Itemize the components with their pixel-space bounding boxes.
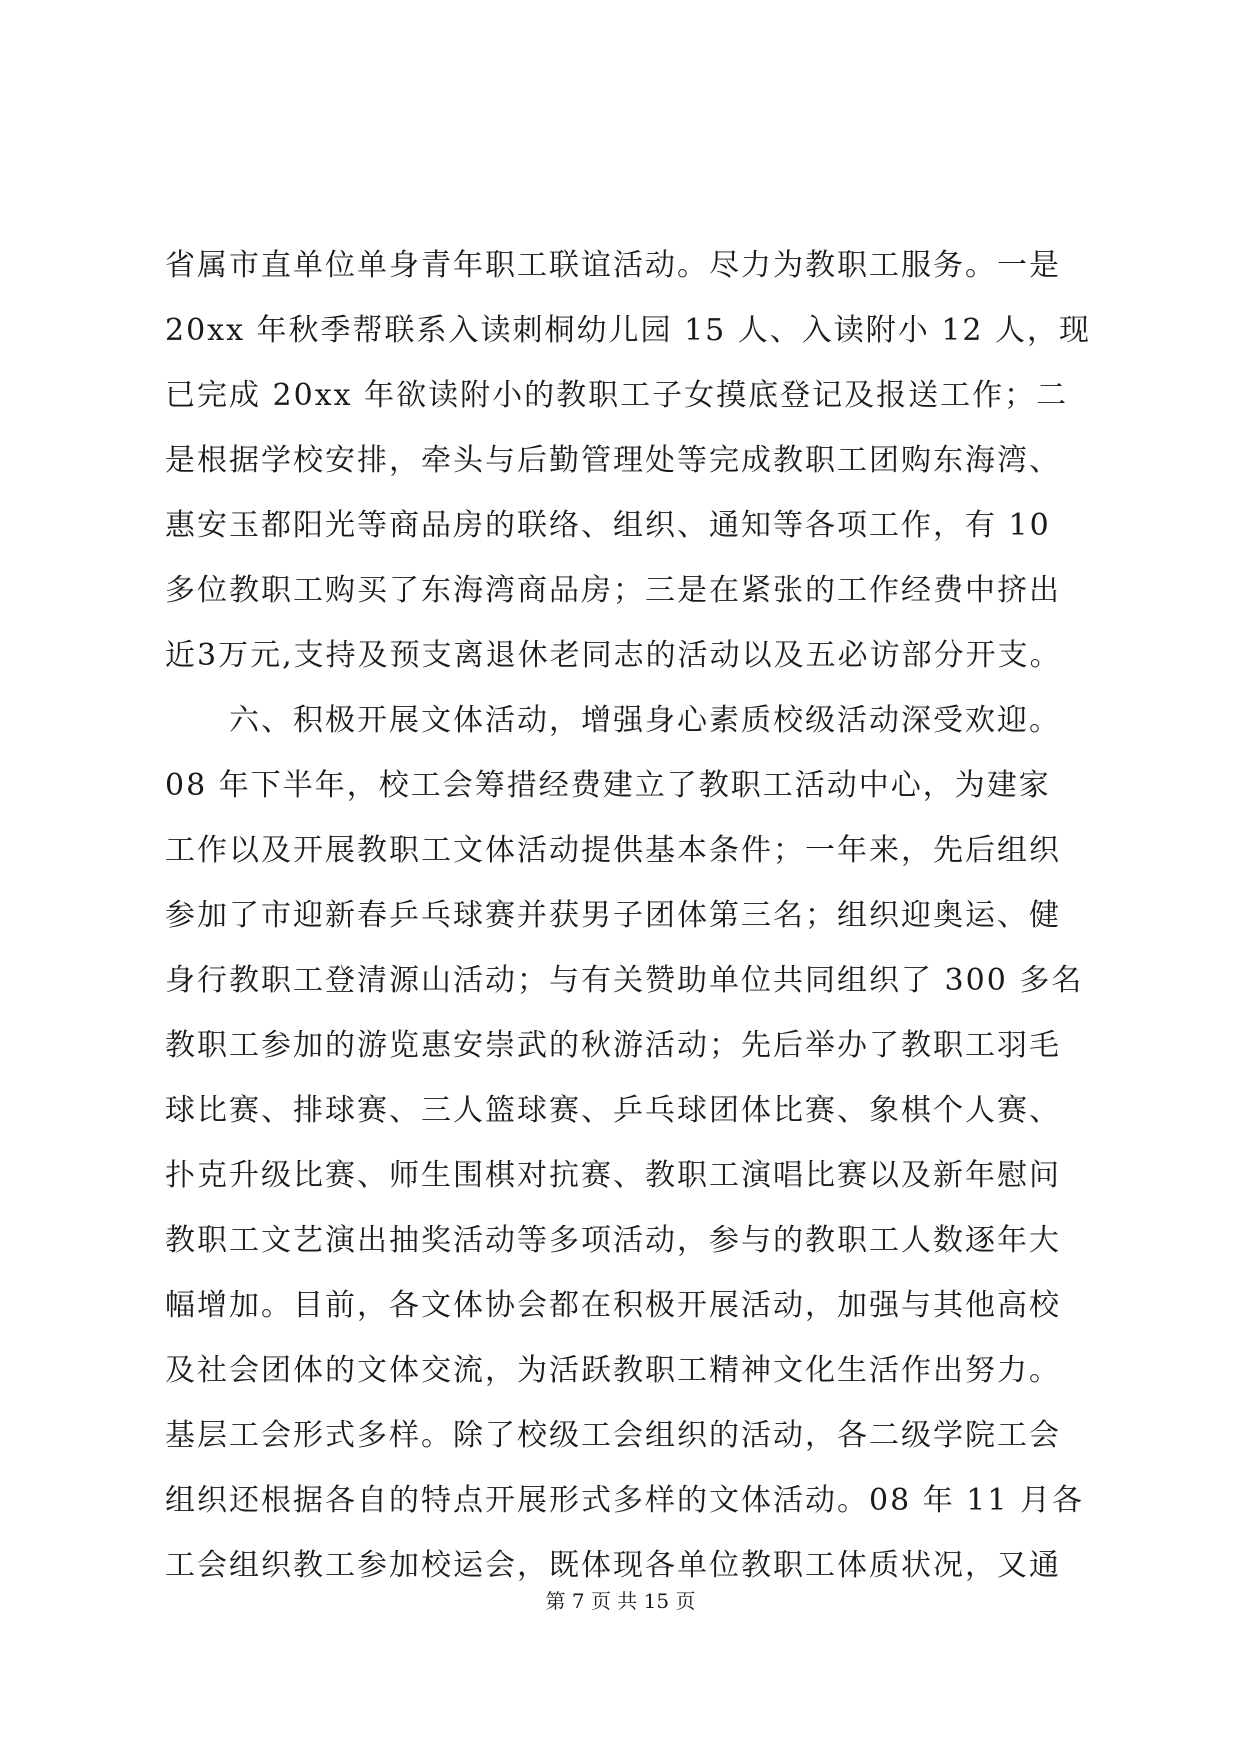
text-line: 教职工文艺演出抽奖活动等多项活动，参与的教职工人数逐年大 [165, 1223, 1061, 1258]
text-line: 省属市直单位单身青年职工联谊活动。尽力为教职工服务。一是 [165, 248, 1061, 283]
body-text [165, 233, 1095, 1598]
text-line: 已完成 20xx 年欲读附小的教职工子女摸底登记及报送工作；二 [165, 378, 1069, 413]
text-line: 及社会团体的文体交流，为活跃教职工精神文化生活作出努力。 [165, 1353, 1061, 1388]
text-line: 身行教职工登清源山活动；与有关赞助单位共同组织了 300 多名 [165, 963, 1084, 998]
text-line: 惠安玉都阳光等商品房的联络、组织、通知等各项工作，有 10 [165, 508, 1051, 543]
text-line: 参加了市迎新春乒乓球赛并获男子团体第三名；组织迎奥运、健 [165, 898, 1061, 933]
text-line: 多位教职工购买了东海湾商品房；三是在紧张的工作经费中挤出 [165, 573, 1061, 608]
text-line: 20xx 年秋季帮联系入读刺桐幼儿园 15 人、入读附小 12 人，现 [165, 313, 1092, 348]
text-line: 基层工会形式多样。除了校级工会组织的活动，各二级学院工会 [165, 1418, 1061, 1453]
text-line: 近3万元,支持及预支离退休老同志的活动以及五必访部分开支。 [165, 638, 1062, 673]
text-line: 幅增加。目前，各文体协会都在积极开展活动，加强与其他高校 [165, 1288, 1061, 1323]
page-number-footer: 第 7 页 共 15 页 [545, 1589, 696, 1613]
text-line: 是根据学校安排，牵头与后勤管理处等完成教职工团购东海湾、 [165, 443, 1061, 478]
text-line: 工会组织教工参加校运会，既体现各单位教职工体质状况，又通 [165, 1548, 1061, 1583]
text-line: 扑克升级比赛、师生围棋对抗赛、教职工演唱比赛以及新年慰问 [165, 1158, 1061, 1193]
text-line: 球比赛、排球赛、三人篮球赛、乒乓球团体比赛、象棋个人赛、 [165, 1093, 1061, 1128]
text-line: 六、积极开展文体活动，增强身心素质校级活动深受欢迎。 [165, 703, 1061, 738]
text-line: 组织还根据各自的特点开展形式多样的文体活动。08 年 11 月各 [165, 1483, 1084, 1518]
text-line: 08 年下半年，校工会筹措经费建立了教职工活动中心，为建家 [165, 768, 1051, 803]
text-line: 工作以及开展教职工文体活动提供基本条件；一年来，先后组织 [165, 833, 1061, 868]
text-line: 教职工参加的游览惠安崇武的秋游活动；先后举办了教职工羽毛 [165, 1028, 1061, 1063]
